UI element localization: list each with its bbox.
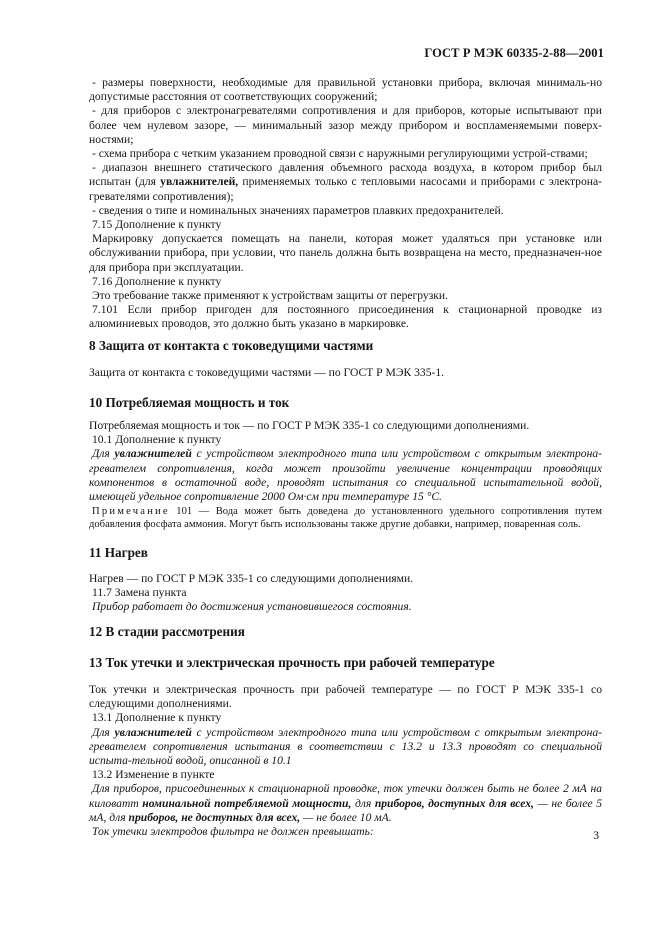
section-11-text: Нагрев — по ГОСТ Р МЭК 335-1 со следующими дополнениями. [89, 572, 414, 585]
section-11-heading: 11 Нагрев [89, 545, 148, 560]
clause-7-15: 7.15 Дополнение к пункту [92, 218, 222, 232]
marking-list [89, 76, 602, 332]
clause-7-15-text: Маркировку допускается помещать на панели, которая может удаляться при установке или обслуживании прибора, при условии, что панель должна быть возвращена на место, предназначен-ное для прибора при эксплуатации. [89, 232, 602, 274]
list-item: - диапазон внешнего статического давления объемного расхода воздуха, в котором прибор был испытан (для увлажнителей, применяемых только с тепловыми насосами и приборами с электрона-гревателями сопротивления); [89, 161, 602, 203]
clause-7-16-text: Это требование также применяют к устройствам защиты от перегрузки. [92, 289, 449, 303]
note-101: Примечание 101 — Вода может быть доведена до установленного удельного сопротивления путем добавления фосфата аммония. Могут быть использованы также другие добавки, например, поваренная соль. [89, 506, 602, 530]
clause-7-101: 7.101 Если прибор пригоден для постоянного присоединения к стационарной проводке из алюминиевых проводов, это должно быть указано в маркировке. [89, 303, 602, 331]
section-10-text: Потребляемая мощность и ток — по ГОСТ Р МЭК 335-1 со следующими дополнениями. [89, 419, 530, 432]
clause-10-1-text: Для увлажнителей с устройством электродного типа или устройством с открытым электрона-гревателем сопротивления, когда может произойти увеличение концентрации проводящих компонентов в остаточной воде, проводят испытания со специальной испытательной водой, имеющей удельное сопротивление 2000 Ом·см при температуре 15 °С. [89, 447, 602, 504]
clause-11-7-text: Прибор работает до достижения установившегося состояния. [92, 600, 412, 614]
page-number: 3 [593, 830, 599, 842]
clause-13-2: 13.2 Изменение в пункте [92, 768, 215, 782]
running-header: ГОСТ Р МЭК 60335-2-88—2001 [424, 46, 604, 60]
clause-13-2-text: Для приборов, присоединенных к стационарной проводке, ток утечки должен быть не более 2 мА на киловатт номинальной потребляемой мощности, для приборов, доступных для всех, — не более 5 мА, для приборов, не доступных для всех, — не более 10 мА. [89, 782, 602, 824]
section-8-text: Защита от контакта с токоведущими частями — по ГОСТ Р МЭК 335-1. [89, 366, 445, 379]
clause-7-16: 7.16 Дополнение к пункту [92, 274, 222, 288]
clause-11-7: 11.7 Замена пункта [92, 586, 187, 600]
section-13-body [89, 683, 602, 839]
section-12-heading: 12 В стадии рассмотрения [89, 624, 245, 639]
section-10-heading: 10 Потребляемая мощность и ток [89, 395, 290, 410]
section-11-body [89, 572, 602, 615]
section-8-body [89, 366, 602, 380]
clause-13-1: 13.1 Дополнение к пункту [92, 711, 222, 725]
section-8-heading: 8 Защита от контакта с токоведущими частями [89, 338, 374, 353]
section-10-body [89, 419, 602, 504]
clause-10-1: 10.1 Дополнение к пункту [92, 433, 222, 447]
list-item: - схема прибора с четким указанием проводной связи с наружными регулирующими устрой-ствами; [92, 147, 588, 161]
list-item: - сведения о типе и номинальных значениях параметров плавких предохранителей. [92, 203, 504, 217]
section-13-heading: 13 Ток утечки и электрическая прочность при рабочей температуре [89, 655, 495, 670]
list-item: - для приборов с электронагревателями сопротивления и для приборов, которые испытывают при более чем нулевом зазоре, — минимальный зазор между прибором и воспламеняемыми поверх-ностями; [89, 104, 602, 146]
clause-13-1-text: Для увлажнителей с устройством электродного типа или устройством с открытым электрона-гревателем сопротивления испытания в соответствии с 13.2 и 13.3 проводят со специальной испыта-тельной водой, описанной в 10.1 [89, 725, 602, 768]
clause-13-2-filter: Ток утечки электродов фильтра не должен превышать: [92, 825, 374, 839]
list-item: - размеры поверхности, необходимые для правильной установки прибора, включая минималь-но допустимые расстояния от соответствующих сооружений; [89, 76, 602, 104]
section-13-text: Ток утечки и электрическая прочность при рабочей температуре — по ГОСТ Р МЭК 335-1 со следующими дополнениями. [89, 683, 602, 711]
